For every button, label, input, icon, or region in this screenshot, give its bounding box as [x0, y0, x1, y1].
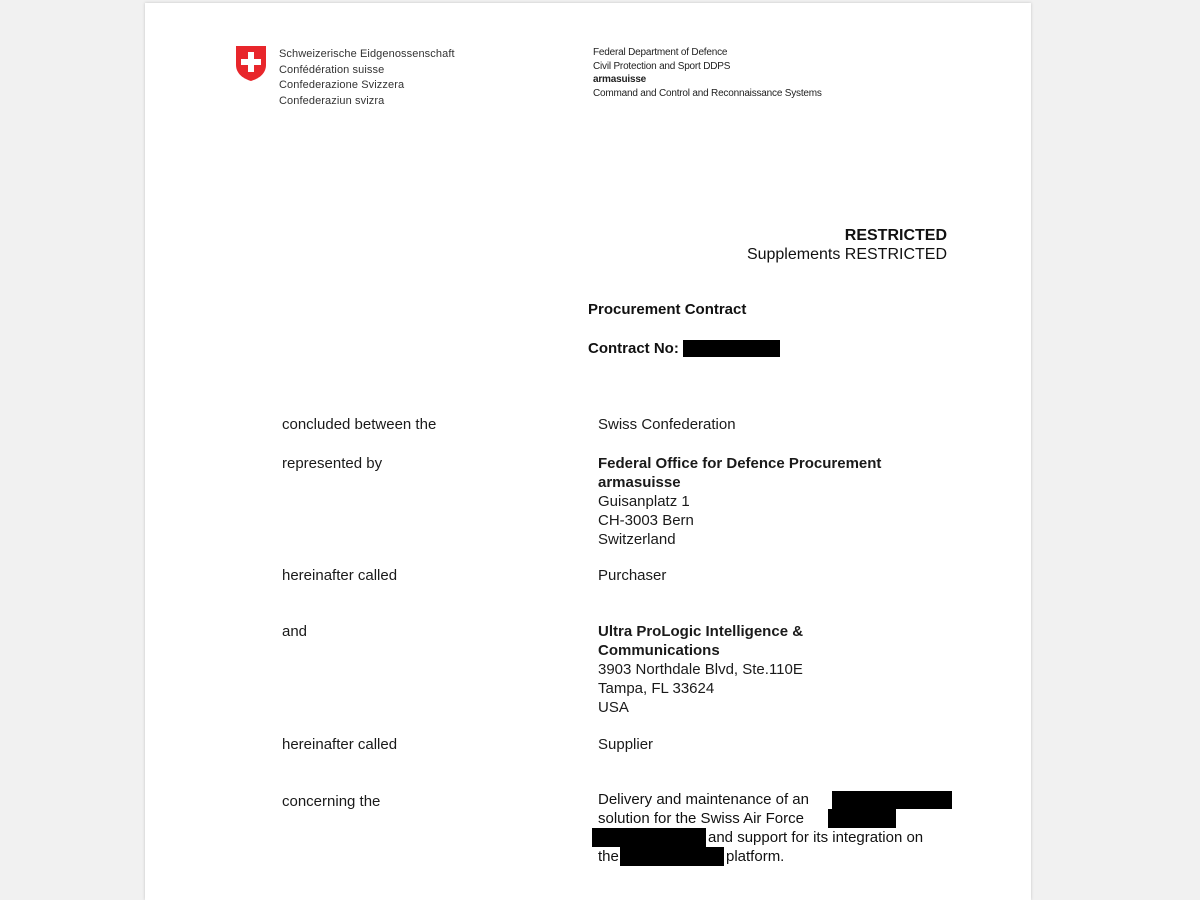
concluded-value: Swiss Confederation — [598, 416, 736, 433]
supplier-name-line1: Ultra ProLogic Intelligence & — [598, 623, 804, 640]
represented-address-line3: Switzerland — [598, 531, 676, 548]
department-block — [593, 47, 822, 101]
concerning-line3 — [592, 828, 952, 847]
represented-address-line2: CH-3003 Bern — [598, 512, 694, 529]
contract-number — [588, 340, 780, 357]
concluded-label: concluded between the — [282, 416, 437, 433]
concerning-text4-end: platform. — [726, 848, 785, 865]
concerning-text3: and support for its integration on — [708, 829, 924, 846]
concerning-text4-start: the — [598, 848, 619, 865]
concerning-text1: Delivery and maintenance of an — [598, 791, 809, 808]
represented-block — [598, 454, 881, 549]
confederation-names — [279, 47, 455, 109]
hereinafter-supplier-label: hereinafter called — [282, 736, 398, 753]
supplier-address-line3: USA — [598, 699, 629, 716]
supplier-address-line1: 3903 Northdale Blvd, Ste.110E — [598, 661, 803, 678]
department-subtitle: Civil Protection and Sport DDPS — [593, 61, 731, 72]
supplier-name-line2: Communications — [598, 642, 720, 659]
confederation-name-rm: Confederaziun svizra — [279, 94, 385, 107]
supplier-address-line2: Tampa, FL 33624 — [598, 680, 715, 697]
represented-name-line2: armasuisse — [598, 474, 681, 491]
department-name: Federal Department of Defence — [593, 47, 728, 58]
supplier-value: Supplier — [598, 736, 654, 753]
purchaser-value: Purchaser — [598, 567, 667, 584]
concerning-text2: solution for the Swiss Air Force — [598, 810, 804, 827]
concerning-line2 — [592, 809, 952, 828]
classification-block — [747, 226, 947, 264]
document-title: Procurement Contract — [588, 301, 747, 318]
contract-number-label: Contract No: — [588, 340, 679, 357]
confederation-name-de: Schweizerische Eidgenossenschaft — [279, 48, 455, 60]
concerning-line1 — [592, 790, 952, 809]
swiss-coat-of-arms-icon — [235, 45, 267, 82]
confederation-name-it: Confederazione Svizzera — [279, 79, 405, 91]
classification-supplements: Supplements RESTRICTED — [746, 246, 947, 263]
office-name: armasuisse — [593, 74, 647, 85]
concerning-block — [592, 790, 952, 866]
confederation-name-fr: Confédération suisse — [279, 63, 385, 76]
supplier-block — [598, 622, 803, 717]
concerning-label: concerning the — [282, 793, 381, 810]
represented-address-line1: Guisanplatz 1 — [598, 493, 690, 510]
concerning-line4 — [592, 847, 952, 866]
redaction-bar — [683, 340, 780, 357]
redaction-bar — [592, 828, 706, 847]
redaction-bar — [620, 847, 724, 866]
redaction-bar — [832, 791, 952, 809]
represented-name-line1: Federal Office for Defence Procurement — [598, 455, 882, 472]
document-page — [145, 3, 1031, 900]
division-name: Command and Control and Reconnaissance Systems — [593, 88, 822, 99]
represented-label: represented by — [282, 455, 383, 472]
redaction-bar — [828, 809, 896, 828]
hereinafter-purchaser-label: hereinafter called — [282, 567, 398, 584]
and-label: and — [282, 623, 308, 640]
classification-level: RESTRICTED — [844, 227, 947, 244]
